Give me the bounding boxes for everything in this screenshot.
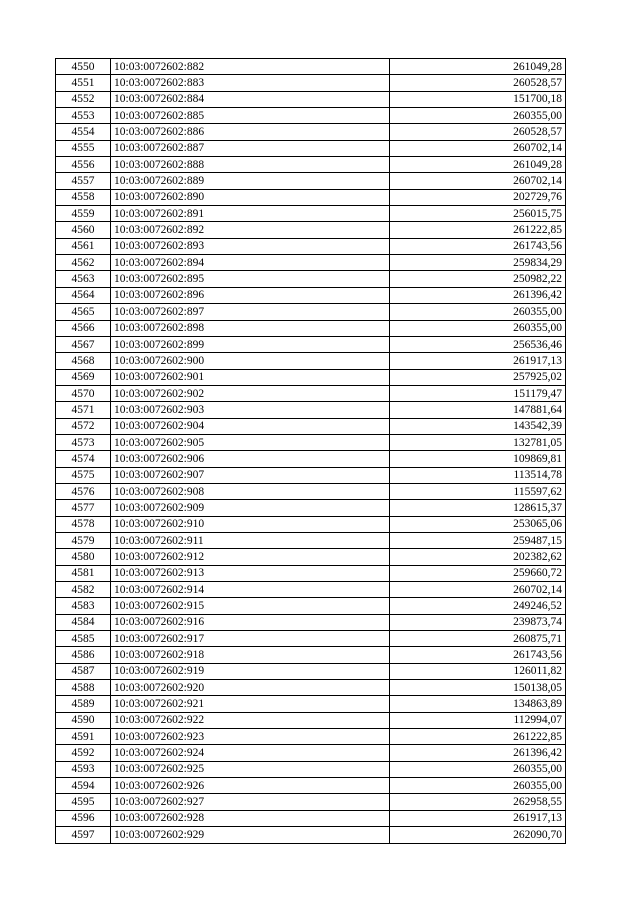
cadastral-number-cell: 10:03:0072602:912: [111, 549, 390, 565]
row-number-cell: 4561: [56, 238, 111, 254]
table-row: [56, 696, 566, 712]
cadastral-value-cell: 150138,05: [390, 680, 566, 696]
cadastral-number-cell: 10:03:0072602:907: [111, 467, 390, 483]
table-row: [56, 614, 566, 630]
table-row: [56, 467, 566, 483]
row-number-cell: 4565: [56, 304, 111, 320]
table-row: [56, 827, 566, 843]
cadastral-number-cell: 10:03:0072602:906: [111, 451, 390, 467]
cadastral-value-cell: 202729,76: [390, 189, 566, 205]
table-row: [56, 353, 566, 369]
row-number-cell: 4570: [56, 385, 111, 401]
cadastral-number-cell: 10:03:0072602:884: [111, 91, 390, 107]
row-number-cell: 4564: [56, 287, 111, 303]
cadastral-value-cell: 151700,18: [390, 91, 566, 107]
row-number-cell: 4559: [56, 206, 111, 222]
cadastral-number-cell: 10:03:0072602:914: [111, 582, 390, 598]
row-number-cell: 4573: [56, 434, 111, 450]
row-number-cell: 4594: [56, 778, 111, 794]
cadastral-value-cell: 109869,81: [390, 451, 566, 467]
cadastral-value-cell: 259834,29: [390, 255, 566, 271]
cadastral-number-cell: 10:03:0072602:903: [111, 402, 390, 418]
cadastral-value-cell: 260702,14: [390, 140, 566, 156]
cadastral-number-cell: 10:03:0072602:899: [111, 336, 390, 352]
cadastral-number-cell: 10:03:0072602:882: [111, 59, 390, 75]
cadastral-number-cell: 10:03:0072602:901: [111, 369, 390, 385]
cadastral-value-cell: 261743,56: [390, 238, 566, 254]
row-number-cell: 4556: [56, 157, 111, 173]
table-body: [56, 59, 566, 844]
table-row: [56, 712, 566, 728]
row-number-cell: 4567: [56, 336, 111, 352]
cadastral-value-cell: 126011,82: [390, 663, 566, 679]
table-row: [56, 549, 566, 565]
row-number-cell: 4588: [56, 680, 111, 696]
cadastral-value-cell: 261222,85: [390, 729, 566, 745]
row-number-cell: 4590: [56, 712, 111, 728]
cadastral-number-cell: 10:03:0072602:896: [111, 287, 390, 303]
row-number-cell: 4581: [56, 565, 111, 581]
cadastral-number-cell: 10:03:0072602:919: [111, 663, 390, 679]
row-number-cell: 4558: [56, 189, 111, 205]
table-row: [56, 75, 566, 91]
cadastral-value-cell: 143542,39: [390, 418, 566, 434]
cadastral-value-cell: 132781,05: [390, 434, 566, 450]
table-row: [56, 631, 566, 647]
table-row: [56, 663, 566, 679]
table-row: [56, 483, 566, 499]
cadastral-value-cell: 262958,55: [390, 794, 566, 810]
row-number-cell: 4596: [56, 810, 111, 826]
table-row: [56, 680, 566, 696]
cadastral-number-cell: 10:03:0072602:888: [111, 157, 390, 173]
row-number-cell: 4569: [56, 369, 111, 385]
cadastral-number-cell: 10:03:0072602:911: [111, 532, 390, 548]
cadastral-value-cell: 262090,70: [390, 827, 566, 843]
table-row: [56, 794, 566, 810]
cadastral-number-cell: 10:03:0072602:924: [111, 745, 390, 761]
row-number-cell: 4591: [56, 729, 111, 745]
cadastral-number-cell: 10:03:0072602:883: [111, 75, 390, 91]
cadastral-number-cell: 10:03:0072602:893: [111, 238, 390, 254]
row-number-cell: 4555: [56, 140, 111, 156]
cadastral-value-table: [55, 58, 566, 844]
cadastral-value-cell: 261917,13: [390, 810, 566, 826]
table-row: [56, 761, 566, 777]
row-number-cell: 4576: [56, 483, 111, 499]
table-row: [56, 565, 566, 581]
table-row: [56, 434, 566, 450]
cadastral-value-cell: 147881,64: [390, 402, 566, 418]
table-row: [56, 255, 566, 271]
row-number-cell: 4584: [56, 614, 111, 630]
table-row: [56, 810, 566, 826]
cadastral-number-cell: 10:03:0072602:905: [111, 434, 390, 450]
cadastral-value-cell: 260355,00: [390, 761, 566, 777]
cadastral-number-cell: 10:03:0072602:909: [111, 500, 390, 516]
cadastral-value-cell: 112994,07: [390, 712, 566, 728]
table-row: [56, 369, 566, 385]
table-row: [56, 157, 566, 173]
row-number-cell: 4589: [56, 696, 111, 712]
cadastral-number-cell: 10:03:0072602:918: [111, 647, 390, 663]
cadastral-value-cell: 261396,42: [390, 287, 566, 303]
table-row: [56, 745, 566, 761]
table-row: [56, 516, 566, 532]
row-number-cell: 4566: [56, 320, 111, 336]
cadastral-value-cell: 253065,06: [390, 516, 566, 532]
cadastral-value-cell: 256015,75: [390, 206, 566, 222]
cadastral-number-cell: 10:03:0072602:917: [111, 631, 390, 647]
cadastral-value-cell: 260355,00: [390, 304, 566, 320]
row-number-cell: 4580: [56, 549, 111, 565]
table-row: [56, 647, 566, 663]
cadastral-value-cell: 261917,13: [390, 353, 566, 369]
cadastral-number-cell: 10:03:0072602:928: [111, 810, 390, 826]
cadastral-number-cell: 10:03:0072602:890: [111, 189, 390, 205]
row-number-cell: 4583: [56, 598, 111, 614]
cadastral-value-cell: 260702,14: [390, 582, 566, 598]
cadastral-number-cell: 10:03:0072602:886: [111, 124, 390, 140]
table-row: [56, 189, 566, 205]
table-row: [56, 124, 566, 140]
table-row: [56, 320, 566, 336]
cadastral-number-cell: 10:03:0072602:925: [111, 761, 390, 777]
cadastral-value-cell: 115597,62: [390, 483, 566, 499]
table-row: [56, 304, 566, 320]
cadastral-value-cell: 202382,62: [390, 549, 566, 565]
table-row: [56, 173, 566, 189]
cadastral-number-cell: 10:03:0072602:920: [111, 680, 390, 696]
row-number-cell: 4597: [56, 827, 111, 843]
row-number-cell: 4595: [56, 794, 111, 810]
cadastral-value-cell: 113514,78: [390, 467, 566, 483]
table-row: [56, 222, 566, 238]
row-number-cell: 4550: [56, 59, 111, 75]
row-number-cell: 4586: [56, 647, 111, 663]
cadastral-number-cell: 10:03:0072602:927: [111, 794, 390, 810]
table-row: [56, 108, 566, 124]
cadastral-value-cell: 260875,71: [390, 631, 566, 647]
table-row: [56, 500, 566, 516]
row-number-cell: 4553: [56, 108, 111, 124]
table-row: [56, 287, 566, 303]
cadastral-value-cell: 260528,57: [390, 75, 566, 91]
row-number-cell: 4568: [56, 353, 111, 369]
row-number-cell: 4575: [56, 467, 111, 483]
table-row: [56, 778, 566, 794]
row-number-cell: 4562: [56, 255, 111, 271]
row-number-cell: 4579: [56, 532, 111, 548]
cadastral-number-cell: 10:03:0072602:892: [111, 222, 390, 238]
cadastral-number-cell: 10:03:0072602:908: [111, 483, 390, 499]
cadastral-value-cell: 261396,42: [390, 745, 566, 761]
cadastral-number-cell: 10:03:0072602:891: [111, 206, 390, 222]
cadastral-number-cell: 10:03:0072602:922: [111, 712, 390, 728]
row-number-cell: 4563: [56, 271, 111, 287]
table-row: [56, 582, 566, 598]
row-number-cell: 4571: [56, 402, 111, 418]
cadastral-number-cell: 10:03:0072602:900: [111, 353, 390, 369]
cadastral-number-cell: 10:03:0072602:913: [111, 565, 390, 581]
table-row: [56, 598, 566, 614]
cadastral-number-cell: 10:03:0072602:897: [111, 304, 390, 320]
cadastral-value-cell: 260528,57: [390, 124, 566, 140]
table-row: [56, 140, 566, 156]
cadastral-number-cell: 10:03:0072602:916: [111, 614, 390, 630]
cadastral-value-cell: 260702,14: [390, 173, 566, 189]
cadastral-number-cell: 10:03:0072602:915: [111, 598, 390, 614]
cadastral-value-cell: 151179,47: [390, 385, 566, 401]
cadastral-value-cell: 259487,15: [390, 532, 566, 548]
table-row: [56, 91, 566, 107]
table-row: [56, 238, 566, 254]
row-number-cell: 4574: [56, 451, 111, 467]
row-number-cell: 4585: [56, 631, 111, 647]
row-number-cell: 4592: [56, 745, 111, 761]
cadastral-value-cell: 260355,00: [390, 778, 566, 794]
cadastral-number-cell: 10:03:0072602:926: [111, 778, 390, 794]
cadastral-number-cell: 10:03:0072602:894: [111, 255, 390, 271]
row-number-cell: 4578: [56, 516, 111, 532]
row-number-cell: 4551: [56, 75, 111, 91]
cadastral-number-cell: 10:03:0072602:929: [111, 827, 390, 843]
row-number-cell: 4593: [56, 761, 111, 777]
cadastral-value-cell: 128615,37: [390, 500, 566, 516]
row-number-cell: 4577: [56, 500, 111, 516]
table-row: [56, 336, 566, 352]
row-number-cell: 4557: [56, 173, 111, 189]
cadastral-value-cell: 261743,56: [390, 647, 566, 663]
cadastral-number-cell: 10:03:0072602:910: [111, 516, 390, 532]
cadastral-value-cell: 261049,28: [390, 157, 566, 173]
table-row: [56, 59, 566, 75]
table-row: [56, 532, 566, 548]
row-number-cell: 4560: [56, 222, 111, 238]
table-row: [56, 729, 566, 745]
table-row: [56, 418, 566, 434]
row-number-cell: 4582: [56, 582, 111, 598]
cadastral-value-cell: 259660,72: [390, 565, 566, 581]
cadastral-value-cell: 257925,02: [390, 369, 566, 385]
row-number-cell: 4572: [56, 418, 111, 434]
cadastral-value-cell: 261049,28: [390, 59, 566, 75]
cadastral-value-cell: 256536,46: [390, 336, 566, 352]
cadastral-value-cell: 260355,00: [390, 108, 566, 124]
cadastral-number-cell: 10:03:0072602:895: [111, 271, 390, 287]
table-row: [56, 206, 566, 222]
cadastral-number-cell: 10:03:0072602:902: [111, 385, 390, 401]
row-number-cell: 4554: [56, 124, 111, 140]
cadastral-number-cell: 10:03:0072602:898: [111, 320, 390, 336]
cadastral-number-cell: 10:03:0072602:887: [111, 140, 390, 156]
table-row: [56, 385, 566, 401]
cadastral-value-cell: 134863,89: [390, 696, 566, 712]
cadastral-value-cell: 261222,85: [390, 222, 566, 238]
cadastral-number-cell: 10:03:0072602:889: [111, 173, 390, 189]
cadastral-value-cell: 249246,52: [390, 598, 566, 614]
cadastral-number-cell: 10:03:0072602:921: [111, 696, 390, 712]
table-row: [56, 271, 566, 287]
table-row: [56, 402, 566, 418]
cadastral-value-cell: 260355,00: [390, 320, 566, 336]
cadastral-number-cell: 10:03:0072602:923: [111, 729, 390, 745]
table-row: [56, 451, 566, 467]
cadastral-number-cell: 10:03:0072602:904: [111, 418, 390, 434]
row-number-cell: 4587: [56, 663, 111, 679]
row-number-cell: 4552: [56, 91, 111, 107]
cadastral-value-cell: 239873,74: [390, 614, 566, 630]
cadastral-number-cell: 10:03:0072602:885: [111, 108, 390, 124]
cadastral-value-cell: 250982,22: [390, 271, 566, 287]
